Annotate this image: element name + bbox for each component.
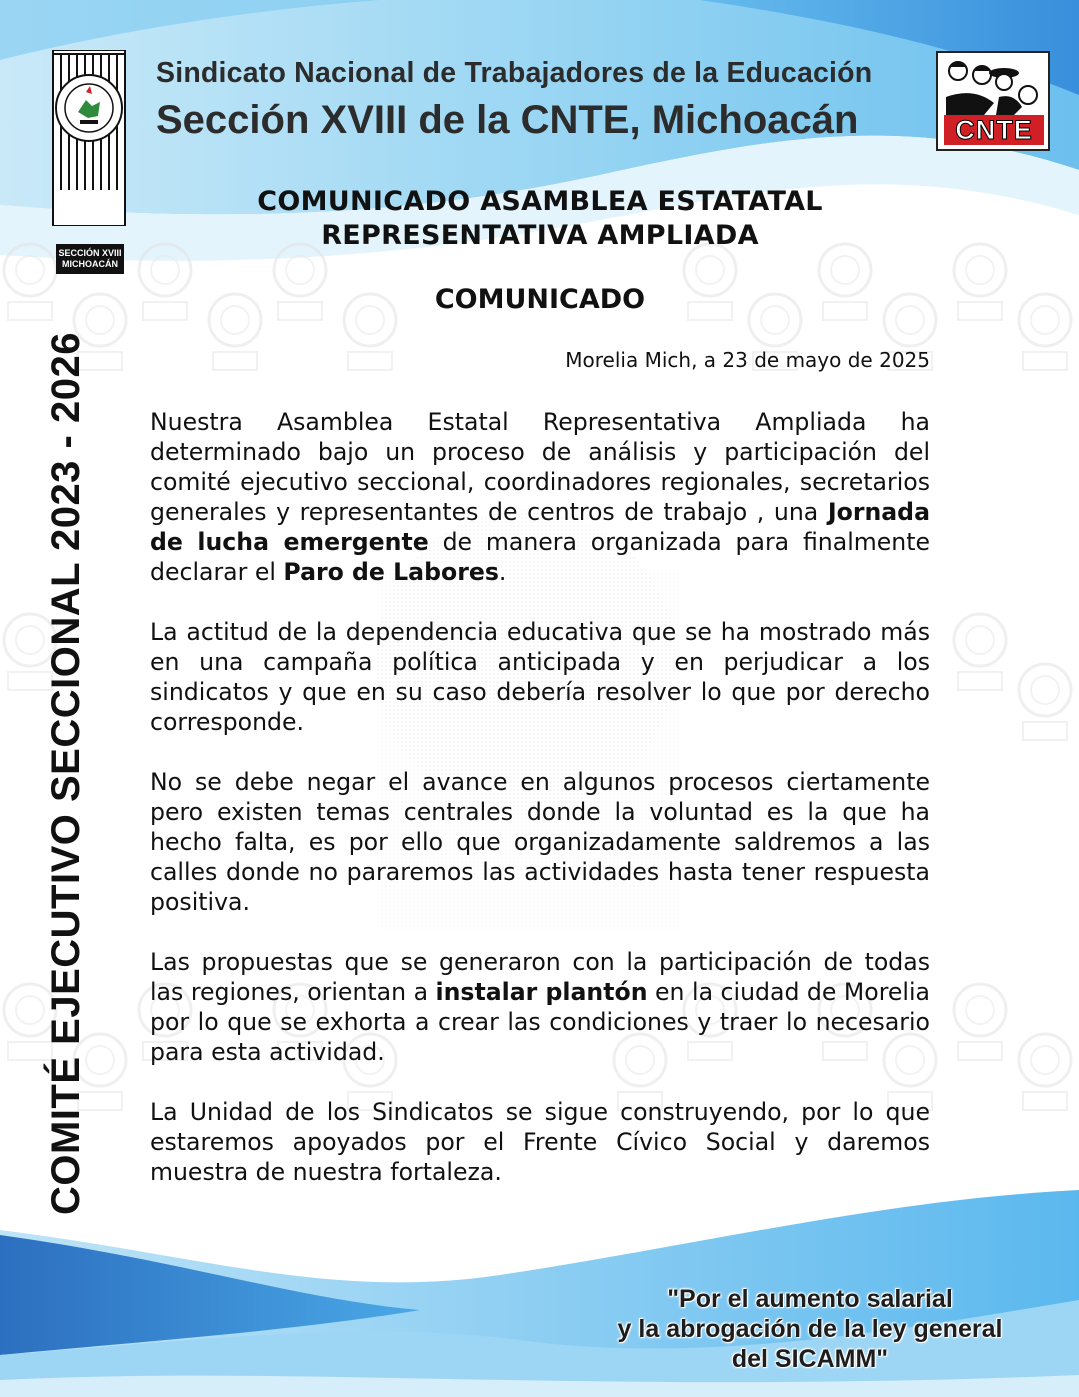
paragraph-2: La actitud de la dependencia educativa que se ha mostrado más en una campaña política anticipada y en perjudicar a los sindicatos y que en su caso debería resolver lo que por derecho corresponde. (150, 618, 930, 736)
title-line-2: REPRESENTATIVA AMPLIADA (321, 220, 759, 251)
cnte-logo (936, 51, 1050, 151)
document-title (150, 185, 930, 253)
document-body (150, 407, 930, 1217)
union-section-logo (52, 50, 126, 269)
p1-bold-jornada: Jornada de lucha emergente (150, 498, 930, 556)
section-name: Sección XVIII de la CNTE, Michoacán (156, 98, 859, 142)
cnte-portraits-icon (944, 57, 1044, 117)
p4-bold-planton: instalar plantón (435, 978, 648, 1006)
union-building-emblem-icon (52, 50, 126, 226)
section-logo-tag: SECCIÓN XVIII MICHOACÁN (56, 244, 124, 274)
footer-motto (590, 1284, 1030, 1374)
document-subtitle: COMUNICADO (434, 284, 646, 315)
paragraph-4 (150, 947, 930, 1067)
union-name: Sindicato Nacional de Trabajadores de la Educación (156, 57, 873, 89)
paragraph-3: No se debe negar el avance en algunos procesos ciertamente pero existen temas centrales donde la voluntad es la que ha hecho falta, es por ello que organizadamente saldremos a las calles donde no pararemos las actividades hasta tener respuesta positiva. (150, 768, 930, 916)
motto-line-1: "Por el aumento salarial (667, 1285, 953, 1313)
paragraph-1 (150, 407, 930, 587)
p1-text-e: . (498, 558, 507, 586)
cnte-wordmark: CNTE (944, 115, 1044, 145)
dateline: Morelia Mich, a 23 de mayo de 2025 (565, 348, 930, 372)
p1-text-a: Nuestra Asamblea Estatal Representativa Ampliada ha determinado bajo un proceso de análisis y participación del comité ejecutivo seccional, coordinadores regionales, secretarios generales y representantes de centros de trabajo , una (150, 408, 930, 526)
p1-bold-paro: Paro de Labores (283, 558, 499, 586)
p1-text-c: de manera organizada para finalmente declarar el (150, 528, 930, 586)
motto-line-2: y la abrogación de la ley general (617, 1315, 1003, 1343)
p4-text-c: en la ciudad de Morelia por lo que se exhorta a crear las condiciones y traer lo necesario para esta actividad. (150, 978, 930, 1066)
side-banner-committee: COMITÉ EJECUTIVO SECCIONAL 2023 - 2026 (44, 332, 88, 1215)
paragraph-5: La Unidad de los Sindicatos se sigue construyendo, por lo que estaremos apoyados por el Frente Cívico Social y daremos muestra de nuestra fortaleza. (150, 1098, 930, 1186)
title-line-1: COMUNICADO ASAMBLEA ESTATATAL (257, 186, 823, 217)
p4-text-a: Las propuestas que se generaron con la participación de todas las regiones, orientan a (150, 948, 930, 1006)
motto-line-3: del SICAMM" (731, 1345, 889, 1373)
